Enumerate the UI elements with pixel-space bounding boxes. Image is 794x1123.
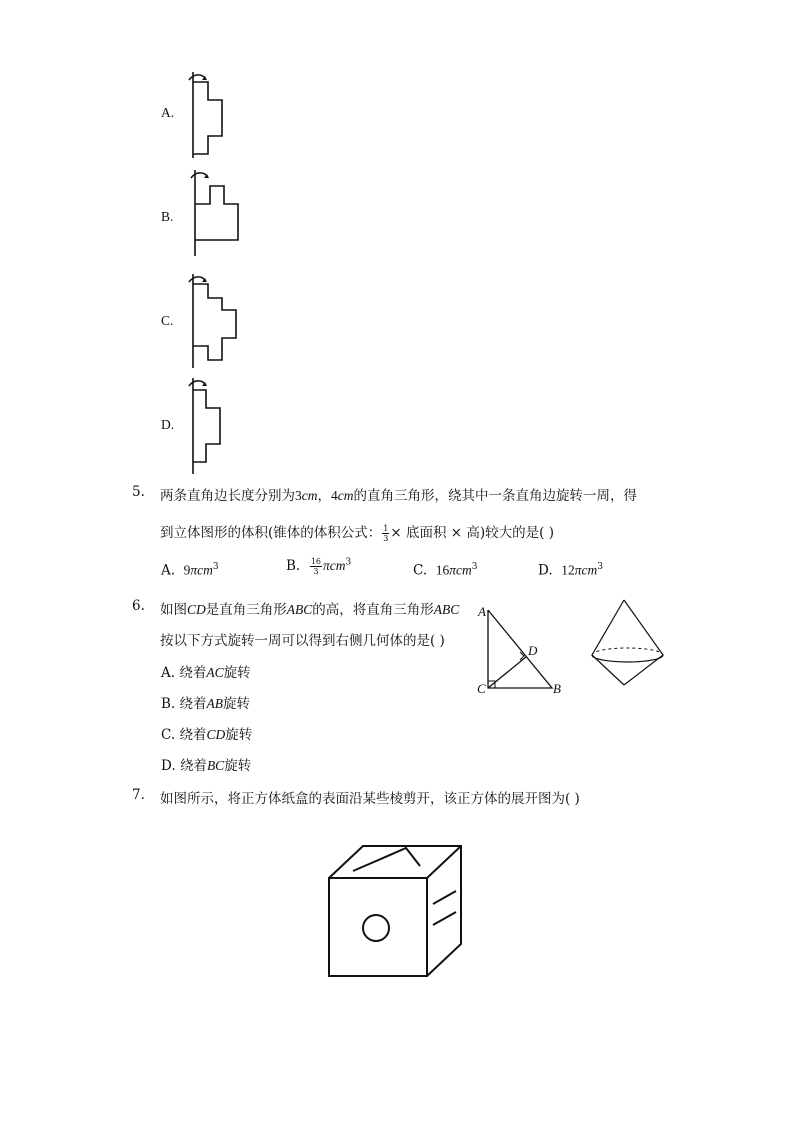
option-text: 旋转 [225,727,253,743]
option-label: B. [161,209,174,224]
option-label: B. [161,696,176,712]
option-text: 旋转 [223,665,251,681]
math-unit: cm [301,488,318,503]
question-text: 按以下方式旋转一周可以得到右侧几何体的是( ) [160,633,445,649]
q4-option-c-figure [180,270,250,370]
question-text: 是直角三角形 [205,602,287,618]
option-value: 9 [183,562,191,578]
option-unit: πcm [449,562,472,578]
q6-option-c[interactable] [161,723,252,743]
vertex-label-c: C [477,681,486,696]
math-symbol: ABC [433,602,460,617]
q5-option-b[interactable] [286,557,351,576]
option-label: A. [161,105,175,120]
question-text: × 底面积 × 高)较大的是( ) [390,525,554,541]
option-text: 绕着 [179,758,207,774]
q6-option-d[interactable] [161,754,251,774]
double-cone-figure [588,598,668,690]
option-unit: πcm [190,562,213,578]
fraction: $\frac{16}{3}$ [310,557,321,576]
q5-option-d[interactable] [538,562,603,579]
question-text: 如图所示，将正方体纸盒的表面沿某些棱剪开，该正方体的展开图为( ) [160,791,580,807]
math-unit: cm [337,488,354,503]
math-value: 4 [331,488,338,503]
option-axis: BC [206,758,225,773]
q5-option-c[interactable] [413,562,477,579]
fraction: $\frac{1}{3}$ [383,524,389,543]
option-label: D. [161,417,175,432]
option-exponent: 3 [345,557,352,568]
question-6-line-1 [160,598,459,618]
option-unit: πcm [323,558,346,573]
question-text: 两条直角边长度分别为 [160,488,295,504]
option-value: 16 [435,562,450,578]
math-symbol: ABC [286,602,313,617]
q4-option-d-figure [180,374,240,476]
q5-option-a[interactable] [161,562,219,579]
option-text: 绕着 [179,696,207,712]
option-label: A. [161,562,176,579]
math-value: 3 [295,488,302,503]
math-symbol: CD [187,602,206,617]
option-value: 12 [561,562,575,578]
option-axis: CD [206,727,226,742]
vertex-label-d: D [528,643,538,658]
option-label: C. [413,562,428,579]
option-label: A. [161,665,176,681]
question-text: 的高，将直角三角形 [312,602,434,618]
cube-box-figure [320,838,470,988]
question-5-line-1 [160,484,637,504]
option-axis: AB [206,696,224,711]
question-number: 5. [132,484,145,500]
option-exponent: 3 [597,562,603,572]
option-text: 绕着 [179,665,207,681]
option-unit: πcm [574,562,598,578]
option-text: 旋转 [224,758,252,774]
triangle-abc-figure [470,600,580,700]
option-label: D. [538,562,553,579]
question-text: 的直角三角形，绕其中一条直角边旋转一周，得 [353,488,637,504]
option-text: 绕着 [179,727,207,743]
q6-option-b[interactable] [161,692,250,712]
question-number: 7. [132,787,145,803]
option-label: B. [286,558,301,574]
option-exponent: 3 [212,562,219,572]
option-axis: AC [206,665,224,680]
q4-option-a-figure [180,68,240,163]
question-text: 到立体图形的体积(锥体的体积公式： [160,525,382,541]
option-label: C. [161,313,174,328]
question-5-line-2 [160,521,554,543]
q4-option-b-figure [180,166,250,261]
option-text: 旋转 [223,696,251,712]
vertex-label-a: A [478,604,486,619]
vertex-label-b: B [553,681,561,696]
q6-option-a[interactable] [161,661,251,681]
question-6-line-2 [160,629,445,649]
option-exponent: 3 [471,562,478,572]
question-number: 6. [132,598,145,614]
question-text: 如图 [160,602,187,618]
option-label: D. [161,758,176,774]
separator: ， [317,488,331,504]
option-label: C. [161,727,176,743]
